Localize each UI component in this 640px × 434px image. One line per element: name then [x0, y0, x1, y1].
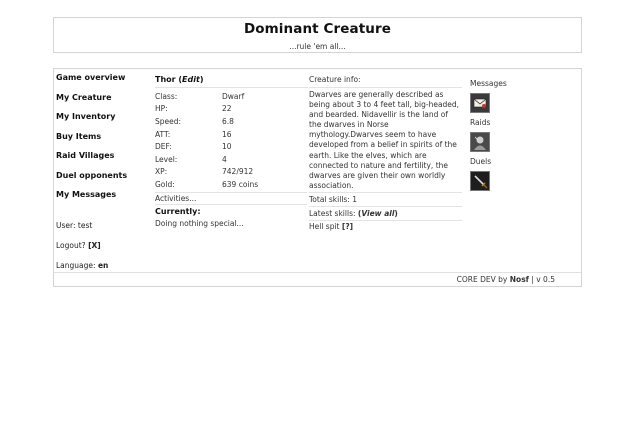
site-footer [54, 272, 581, 286]
stat-label: HP: [155, 104, 168, 114]
stat-value: 4 [222, 154, 227, 164]
total-skills-label: Total skills: [309, 194, 350, 204]
skill-item [309, 222, 462, 231]
nav-item-raid-villages[interactable]: Raid Villages [56, 151, 115, 160]
language-row [56, 261, 108, 270]
logout-row [56, 241, 101, 250]
stat-value: 6.8 [222, 116, 234, 126]
skill-help-link[interactable]: [?] [341, 221, 354, 231]
creature-info-header: Creature info: [309, 75, 462, 88]
stat-value: Dwarf [222, 91, 245, 101]
view-all-skills-link[interactable]: View all [361, 208, 395, 218]
latest-skills-label: Latest skills: [309, 208, 356, 218]
footer-prefix: CORE DEV by [456, 275, 508, 284]
raid-icon-graphic [471, 133, 489, 151]
stat-row [155, 166, 305, 179]
nav-item-duel-opponents[interactable]: Duel opponents [56, 170, 128, 180]
nav-item-my-creature[interactable]: My Creature [56, 92, 112, 102]
edit-creature-link[interactable]: Edit [182, 75, 200, 84]
main-panel [53, 68, 582, 287]
stat-value: 639 coins [222, 179, 259, 189]
activity-sidebar [470, 79, 530, 196]
stat-row [155, 90, 305, 103]
stat-row [155, 153, 305, 166]
stat-label: Level: [155, 154, 178, 164]
stats-table [155, 90, 305, 191]
skill-name: Hell spit [309, 221, 340, 231]
creature-name: Thor [155, 75, 176, 84]
stat-row [155, 128, 305, 141]
language-value[interactable]: en [97, 261, 109, 270]
stat-label: Gold: [155, 179, 175, 189]
creature-panel [155, 75, 308, 228]
footer-version: | v 0.5 [531, 275, 555, 284]
logout-label: Logout? [56, 241, 86, 250]
creature-name-row: Thor (Edit) [155, 75, 308, 88]
stat-value: 16 [222, 129, 232, 139]
stat-value: 742/912 [222, 167, 254, 177]
sword-icon-graphic [471, 172, 489, 190]
raid-icon[interactable] [470, 132, 490, 152]
stat-row [155, 103, 305, 116]
nav-menu [56, 73, 151, 270]
stat-value: 22 [222, 104, 232, 114]
currently-label: Currently: [155, 206, 201, 216]
logout-link[interactable]: [X] [88, 241, 101, 250]
stat-label: Class: [155, 91, 178, 101]
site-subtitle: ...rule 'em all... [289, 42, 346, 51]
stat-label: XP: [155, 167, 168, 177]
nav-item-buy-items[interactable]: Buy Items [56, 131, 102, 141]
envelope-icon[interactable] [470, 93, 490, 113]
sword-icon[interactable] [470, 171, 490, 191]
raids-label: Raids [470, 118, 491, 127]
stat-value: 10 [222, 142, 232, 152]
user-value: test [77, 221, 93, 230]
footer-author[interactable]: Nosf [509, 275, 529, 284]
language-label: Language: [56, 261, 96, 270]
duels-label: Duels [470, 157, 492, 166]
stat-row [155, 178, 305, 191]
nav-item-my-inventory[interactable]: My Inventory [56, 112, 116, 121]
envelope-icon-graphic [471, 94, 489, 112]
stat-row [155, 140, 305, 153]
stat-row [155, 115, 305, 128]
currently-value: Doing nothing special... [155, 218, 244, 228]
site-title: Dominant Creature [243, 21, 392, 37]
stat-label: DEF: [155, 142, 172, 152]
messages-label: Messages [470, 79, 507, 88]
user-label: User: [56, 221, 76, 230]
stat-label: ATT: [155, 129, 171, 139]
total-skills-value: 1 [352, 194, 358, 204]
creature-description: Dwarves are generally described as being about 3 to 4 feet tall, big-headed, and bearded. Nidavellir is the land of the dwarves in Norse mythology.Dwarves seem to have developed from a belief in spirits of the earth. Like the elves, which are connected to nature and fertility, the dwarves are given their own worldly association. [309, 90, 462, 193]
activities-link[interactable]: Activities... [155, 192, 307, 205]
total-skills-row [309, 193, 462, 207]
nav-item-my-messages[interactable]: My Messages [56, 190, 117, 199]
site-header [53, 17, 582, 53]
latest-skills-row: Latest skills: (View all) [309, 207, 462, 221]
nav-item-game-overview[interactable]: Game overview [56, 73, 126, 82]
stat-label: Speed: [155, 116, 182, 126]
creature-info-panel [309, 75, 462, 231]
user-info [56, 221, 92, 230]
